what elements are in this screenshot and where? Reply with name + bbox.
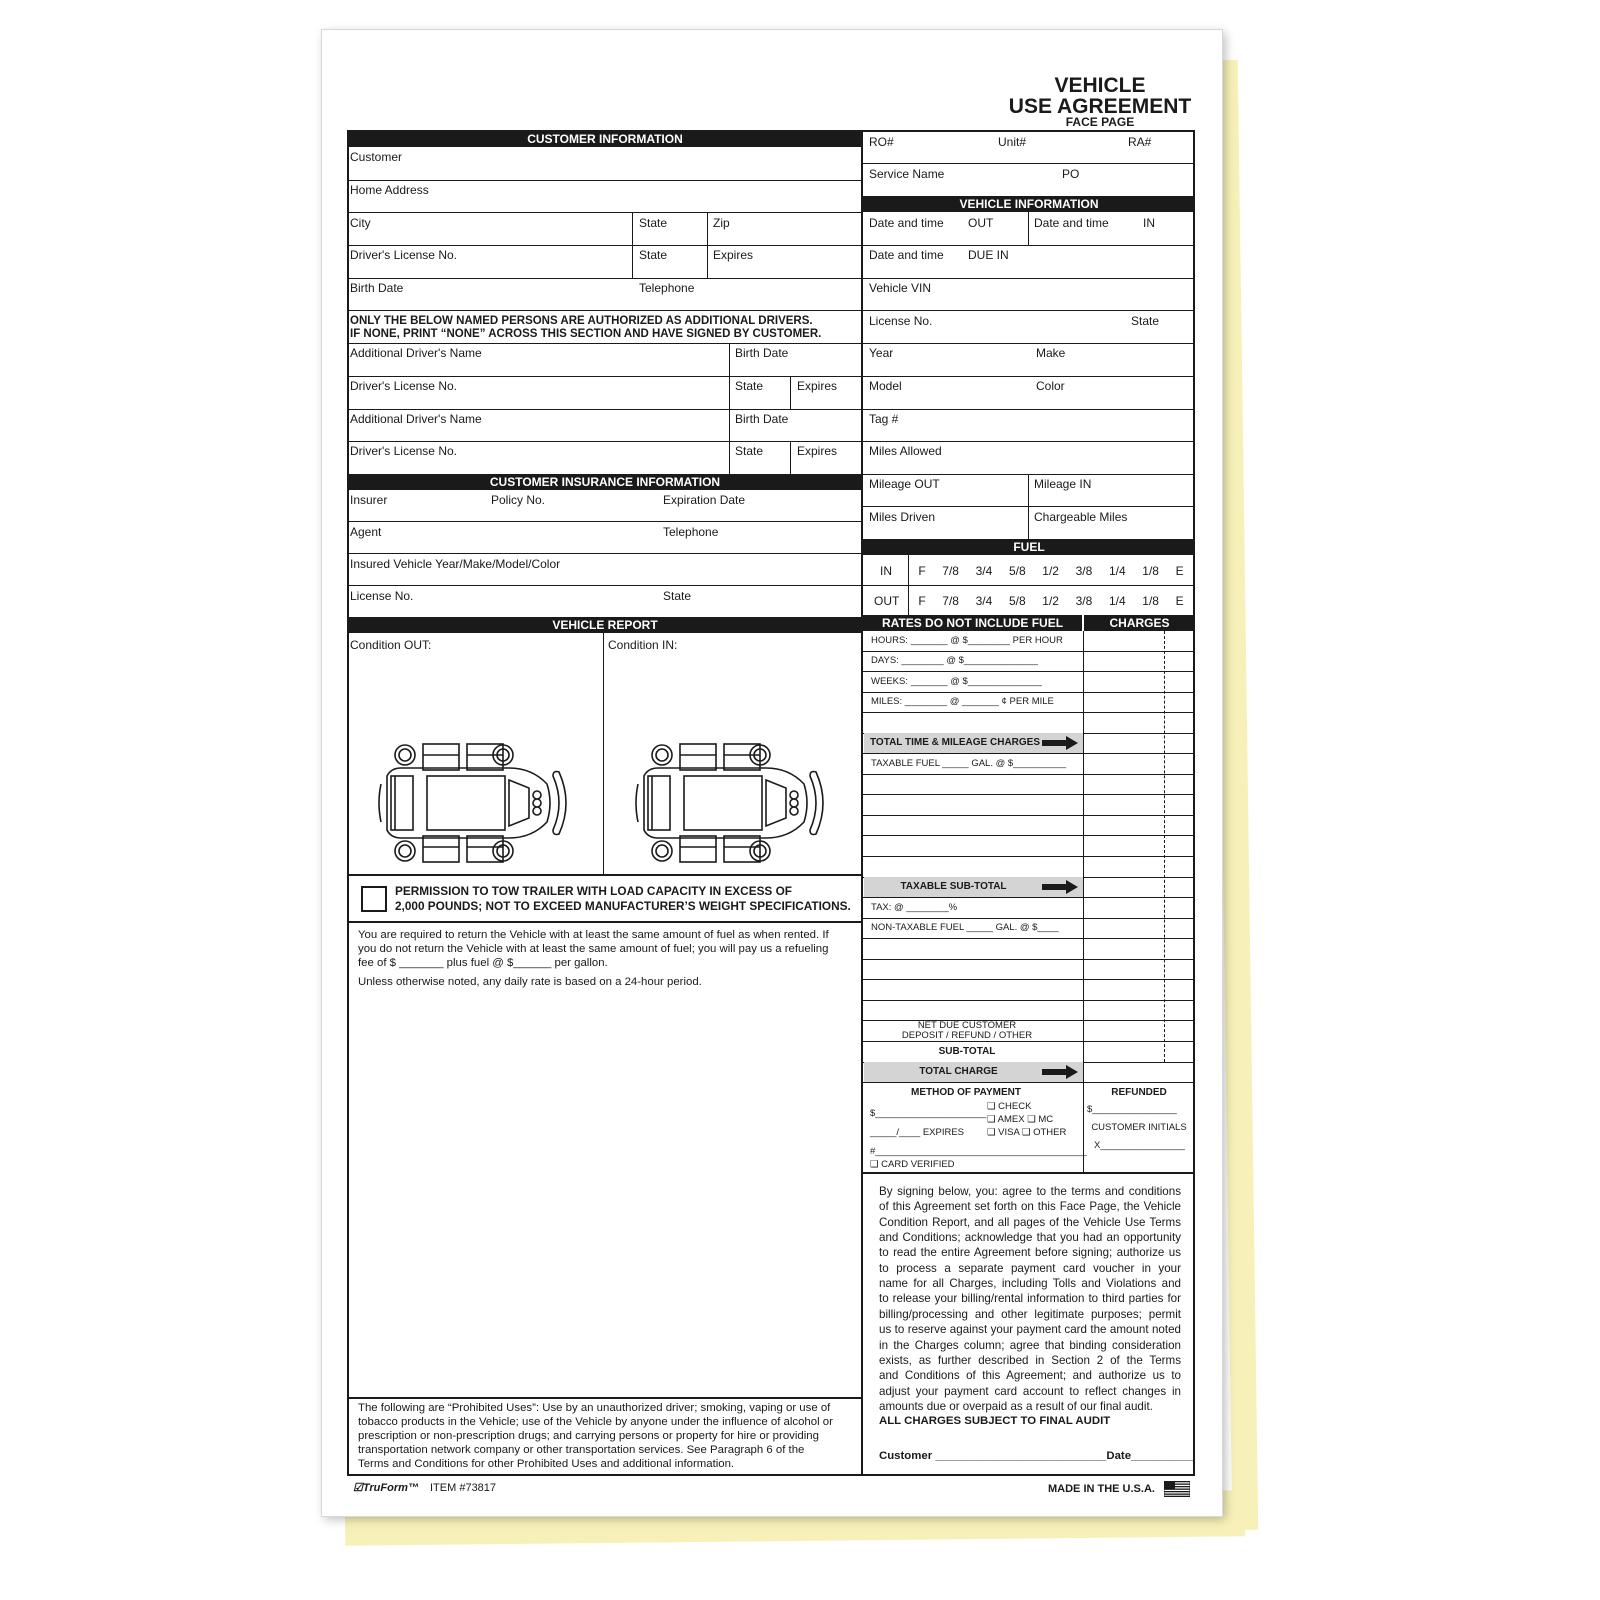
divider — [347, 278, 863, 279]
fuel-level-1[interactable]: 7/8 — [942, 564, 959, 578]
fuel-in-gauge[interactable] — [910, 564, 1192, 578]
fuel-level-8[interactable]: E — [1175, 564, 1184, 578]
customer-initials-label: CUSTOMER INITIALS — [1091, 1122, 1187, 1133]
fuel-level-4[interactable]: 1/2 — [1042, 564, 1059, 578]
refund-amount-field[interactable]: $________________ — [1087, 1104, 1177, 1115]
rate-row-line — [863, 774, 1195, 775]
year-label[interactable]: Year — [869, 346, 894, 360]
rate-row-line — [863, 979, 1195, 980]
fuel-level-0[interactable]: F — [918, 564, 926, 578]
due-in-label: DUE IN — [968, 248, 1009, 262]
signing-line: name for all Charges, including Tolls and Violations and — [879, 1277, 1181, 1291]
insurer-label[interactable]: Insurer — [350, 493, 388, 507]
tax-label[interactable]: TAX: @ ________% — [871, 902, 958, 913]
divider — [863, 310, 1195, 311]
drivers-notice-line2: IF NONE, PRINT “NONE” ACROSS THIS SECTION AND HAVE SIGNED BY CUSTOMER. — [350, 328, 822, 340]
insurance-license-label[interactable]: License No. — [350, 589, 414, 603]
vehicle-state-label[interactable]: State — [1131, 314, 1160, 328]
unit-label[interactable]: Unit# — [998, 135, 1027, 149]
fuel-level-8[interactable]: E — [1175, 594, 1184, 608]
signing-line: to process a separate payment card voucher in your — [879, 1261, 1181, 1275]
truform-logo: ☑TruForm™ — [353, 1482, 419, 1494]
drivers-notice-line1: ONLY THE BELOW NAMED PERSONS ARE AUTHORIZED AS ADDITIONAL DRIVERS. — [350, 315, 813, 327]
additional-birth-date-label-2[interactable]: Birth Date — [735, 412, 789, 426]
fuel-level-0[interactable]: F — [918, 594, 926, 608]
condition-in-label[interactable]: Condition IN: — [608, 638, 678, 652]
arrow-right-icon — [1042, 736, 1078, 750]
fuel-level-5[interactable]: 3/8 — [1075, 594, 1093, 608]
rate-row-line — [863, 959, 1195, 960]
fuel-level-3[interactable]: 5/8 — [1008, 564, 1026, 578]
taxable-fuel-label[interactable]: TAXABLE FUEL _____ GAL. @ $__________ — [871, 758, 1067, 769]
fuel-out-gauge[interactable] — [910, 594, 1192, 608]
deposit-refund-label: DEPOSIT / REFUND / OTHER — [901, 1030, 1033, 1041]
fuel-level-5[interactable]: 3/8 — [1075, 564, 1093, 578]
made-in-usa: MADE IN THE U.S.A. — [1048, 1483, 1155, 1495]
divider — [790, 441, 791, 474]
divider — [863, 585, 1195, 586]
signing-line: Condition Report, and all pages of the Vehicle Use Terms — [879, 1215, 1181, 1229]
divider — [347, 409, 863, 410]
prohibited-line2: tobacco products in the Vehicle; use of the Vehicle by anyone under the influence of alcohol or — [358, 1416, 833, 1428]
rate-row-line — [863, 692, 1195, 693]
additional-license-label[interactable]: Driver's License No. — [350, 379, 457, 393]
tow-permission-line2: 2,000 POUNDS; NOT TO EXCEED MANUFACTURER’S WEIGHT SPECIFICATIONS. — [395, 899, 851, 913]
divider — [863, 441, 1195, 442]
divider — [347, 1397, 863, 1399]
fuel-level-2[interactable]: 3/4 — [975, 594, 993, 608]
additional-state-label-2[interactable]: State — [735, 444, 764, 458]
rate-row-line — [863, 671, 1195, 672]
signing-line: to release your billing/rental information to third parties for — [879, 1292, 1181, 1306]
prohibited-line1: The following are “Prohibited Uses”: Use by an unauthorized driver; smoking, vaping or use of — [358, 1402, 831, 1414]
divider — [347, 376, 863, 377]
fuel-level-7[interactable]: 1/8 — [1142, 594, 1159, 608]
vehicle-report-header: VEHICLE REPORT — [347, 617, 863, 633]
divider — [347, 343, 863, 344]
check-option[interactable]: ❑ CHECK — [987, 1101, 1032, 1112]
cents-divider — [1164, 631, 1165, 1062]
date-time-in-label[interactable]: Date and time — [1034, 216, 1109, 230]
divider — [347, 441, 863, 442]
divider — [1028, 212, 1029, 245]
signing-line: and Conditions of this Agreement; and authorize us to — [879, 1369, 1181, 1383]
divider — [347, 310, 863, 311]
ra-label[interactable]: RA# — [1128, 135, 1152, 149]
divider — [347, 245, 863, 246]
rate-row-line — [863, 1000, 1195, 1001]
prohibited-line4: transportation network company or other transportation services. See Paragraph 6 of the — [358, 1444, 805, 1456]
card-verified-option[interactable]: ❑ CARD VERIFIED — [870, 1159, 955, 1170]
out-label: OUT — [968, 216, 994, 230]
subtotal-label: SUB-TOTAL — [938, 1046, 996, 1057]
additional-license-label-2[interactable]: Driver's License No. — [350, 444, 457, 458]
vin-label[interactable]: Vehicle VIN — [869, 281, 932, 295]
amex-mc-option[interactable]: ❑ AMEX ❑ MC — [987, 1114, 1054, 1125]
divider — [347, 585, 863, 586]
divider — [790, 376, 791, 409]
tow-permission-line1: PERMISSION TO TOW TRAILER WITH LOAD CAPACITY IN EXCESS OF — [395, 884, 792, 898]
miles-driven-label[interactable]: Miles Driven — [869, 510, 936, 524]
signing-line: By signing below, you: agree to the terms and conditions — [879, 1185, 1181, 1198]
date-time-out-label[interactable]: Date and time — [869, 216, 944, 230]
rates-header: RATES DO NOT INCLUDE FUEL — [863, 615, 1082, 631]
divider — [863, 278, 1195, 279]
days-rate-label[interactable]: DAYS: ________ @ $______________ — [871, 655, 1038, 666]
signing-line: adjust your payment card account to reflect changes in — [879, 1384, 1181, 1398]
title-line2: USE AGREEMENT — [1008, 95, 1192, 118]
refunded-header: REFUNDED — [1111, 1087, 1167, 1098]
prohibited-line5: Terms and Conditions for other Prohibited Uses and additional information. — [358, 1458, 735, 1470]
zip-label[interactable]: Zip — [713, 216, 730, 230]
rate-row-line — [863, 651, 1195, 652]
fuel-level-2[interactable]: 3/4 — [975, 564, 993, 578]
signing-line: us to reserve against your payment card the amount noted — [879, 1323, 1181, 1337]
divider — [863, 163, 1195, 164]
birth-date-label[interactable]: Birth Date — [350, 281, 404, 295]
additional-expires-label-2[interactable]: Expires — [797, 444, 838, 458]
city-label[interactable]: City — [350, 216, 371, 230]
weeks-rate-label[interactable]: WEEKS: _______ @ $______________ — [871, 676, 1042, 687]
expiration-label[interactable]: Expiration Date — [663, 493, 746, 507]
fuel-terms-line3: fee of $ _______ plus fuel @ $______ per gallon. — [358, 957, 608, 969]
fuel-out-label: OUT — [874, 594, 900, 608]
service-name-label[interactable]: Service Name — [869, 167, 945, 181]
total-charge-label: TOTAL CHARGE — [919, 1066, 998, 1077]
prohibited-line3: prescription or non-prescription drugs; and carrying persons or property for hire or providing — [358, 1430, 819, 1442]
mileage-out-label[interactable]: Mileage OUT — [869, 477, 940, 491]
arrow-right-icon — [1042, 880, 1078, 894]
additional-state-label[interactable]: State — [735, 379, 764, 393]
signing-line: of this Agreement set forth on this Face Page, the Vehicle — [879, 1200, 1181, 1214]
tow-permission-checkbox[interactable] — [361, 886, 387, 912]
divider — [863, 474, 1195, 475]
vehicle-diagram-out[interactable] — [377, 738, 577, 868]
signing-line: billing/processing and other legitimate purposes; permit — [879, 1307, 1181, 1321]
us-flag-icon — [1164, 1481, 1190, 1497]
divider — [347, 553, 863, 554]
divider — [347, 521, 863, 522]
license-label[interactable]: Driver's License No. — [350, 248, 457, 262]
payment-method-header: METHOD OF PAYMENT — [910, 1087, 1021, 1098]
payment-amount-field[interactable]: $_____________________ — [870, 1108, 987, 1119]
vehicle-diagram-in[interactable] — [634, 738, 834, 868]
fuel-level-3[interactable]: 5/8 — [1008, 594, 1026, 608]
divider — [347, 921, 863, 923]
vehicle-license-label[interactable]: License No. — [869, 314, 933, 328]
fuel-level-4[interactable]: 1/2 — [1042, 594, 1059, 608]
customer-signature-line[interactable]: Customer ___________________________Date__________ — [879, 1450, 1195, 1462]
fuel-header: FUEL — [863, 539, 1195, 555]
divider — [863, 343, 1195, 344]
home-address-label[interactable]: Home Address — [350, 183, 429, 197]
rate-row-line — [863, 753, 1195, 754]
arrow-right-icon — [1042, 1065, 1078, 1079]
fuel-terms-line1: You are required to return the Vehicle with at least the same amount of fuel as when rented. If — [358, 929, 829, 941]
visa-other-option[interactable]: ❑ VISA ❑ OTHER — [987, 1127, 1067, 1138]
expires-label[interactable]: Expires — [713, 248, 754, 262]
signing-line: to read the entire Agreement before signing; authorize us — [879, 1246, 1181, 1260]
divider — [863, 506, 1195, 507]
card-number-field[interactable]: #________________________________________ — [870, 1146, 1087, 1157]
agent-label[interactable]: Agent — [350, 525, 382, 539]
signing-line: in the Charges column; agree that binding consideration — [879, 1338, 1181, 1352]
item-number: ITEM #73817 — [430, 1482, 497, 1494]
rate-row-line — [863, 712, 1195, 713]
insurance-header: CUSTOMER INSURANCE INFORMATION — [347, 474, 863, 490]
license-state-label[interactable]: State — [639, 248, 668, 262]
insured-vehicle-label[interactable]: Insured Vehicle Year/Make/Model/Color — [350, 557, 561, 571]
mileage-in-label[interactable]: Mileage IN — [1034, 477, 1092, 491]
po-label[interactable]: PO — [1062, 167, 1080, 181]
in-label: IN — [1143, 216, 1155, 230]
fuel-terms-line2: you do not return the Vehicle with at least the same amount of fuel; you will pay us a refueling — [358, 943, 829, 955]
rate-row-line — [863, 938, 1195, 939]
initials-field[interactable]: X________________ — [1094, 1140, 1185, 1151]
tag-label[interactable]: Tag # — [869, 412, 899, 426]
signing-line: amounts due or overpaid as a result of our final audit. — [879, 1399, 1153, 1413]
condition-out-label[interactable]: Condition OUT: — [350, 638, 432, 652]
rate-row-line — [863, 897, 1195, 898]
rate-row-line — [863, 835, 1195, 836]
divider — [863, 409, 1195, 410]
model-label[interactable]: Model — [869, 379, 902, 393]
total-time-mileage-label: TOTAL TIME & MILEAGE CHARGES — [870, 737, 1041, 748]
hours-rate-label[interactable]: HOURS: _______ @ $________ PER HOUR — [871, 635, 1063, 646]
final-audit-note: ALL CHARGES SUBJECT TO FINAL AUDIT — [879, 1415, 1111, 1427]
date-time-due-label[interactable]: Date and time — [869, 248, 944, 262]
state-label[interactable]: State — [639, 216, 668, 230]
fuel-in-label: IN — [880, 564, 892, 578]
card-expires-field[interactable]: _____/____ EXPIRES — [870, 1127, 965, 1138]
color-label[interactable]: Color — [1036, 379, 1065, 393]
fuel-level-6[interactable]: 1/4 — [1108, 594, 1126, 608]
title-line1: VEHICLE — [1054, 74, 1146, 97]
title-line3: FACE PAGE — [1065, 115, 1135, 129]
vehicle-info-header: VEHICLE INFORMATION — [863, 196, 1195, 212]
make-label[interactable]: Make — [1036, 346, 1066, 360]
telephone-label[interactable]: Telephone — [639, 281, 695, 295]
divider — [603, 633, 604, 874]
non-taxable-fuel-label[interactable]: NON-TAXABLE FUEL _____ GAL. @ $____ — [871, 922, 1059, 933]
insurance-telephone-label[interactable]: Telephone — [663, 525, 719, 539]
divider — [347, 212, 863, 213]
divider — [863, 1082, 1195, 1083]
rate-row-line — [863, 856, 1195, 857]
insurance-state-label[interactable]: State — [663, 589, 692, 603]
rate-row-line — [863, 815, 1195, 816]
additional-expires-label[interactable]: Expires — [797, 379, 838, 393]
taxable-subtotal-label: TAXABLE SUB-TOTAL — [900, 881, 1007, 892]
miles-rate-label[interactable]: MILES: ________ @ _______ ¢ PER MILE — [871, 696, 1054, 707]
additional-birth-date-label[interactable]: Birth Date — [735, 346, 789, 360]
miles-allowed-label[interactable]: Miles Allowed — [869, 444, 942, 458]
charges-header: CHARGES — [1084, 615, 1195, 631]
additional-driver-name-label[interactable]: Additional Driver's Name — [350, 346, 482, 360]
rate-row-line — [863, 918, 1195, 919]
divider — [863, 376, 1195, 377]
customer-info-header: CUSTOMER INFORMATION — [347, 131, 863, 147]
divider — [347, 874, 863, 876]
divider — [863, 245, 1195, 246]
ro-label[interactable]: RO# — [869, 135, 894, 149]
signing-line: exists, as further described in Section 2 of the Terms — [879, 1353, 1181, 1367]
additional-driver-name-label-2[interactable]: Additional Driver's Name — [350, 412, 482, 426]
divider — [347, 180, 863, 181]
net-due-label: NET DUE CUSTOMER — [917, 1020, 1017, 1031]
customer-label[interactable]: Customer — [350, 150, 403, 164]
policy-label[interactable]: Policy No. — [491, 493, 546, 507]
fuel-level-7[interactable]: 1/8 — [1142, 564, 1159, 578]
fuel-terms-line4: Unless otherwise noted, any daily rate is based on a 24-hour period. — [358, 976, 702, 988]
divider — [863, 1172, 1195, 1174]
rate-row-line — [863, 794, 1195, 795]
fuel-level-6[interactable]: 1/4 — [1108, 564, 1126, 578]
chargeable-miles-label[interactable]: Chargeable Miles — [1034, 510, 1128, 524]
fuel-level-1[interactable]: 7/8 — [942, 594, 959, 608]
signing-line: and Conditions; acknowledge that you had an opportunity — [879, 1231, 1181, 1245]
